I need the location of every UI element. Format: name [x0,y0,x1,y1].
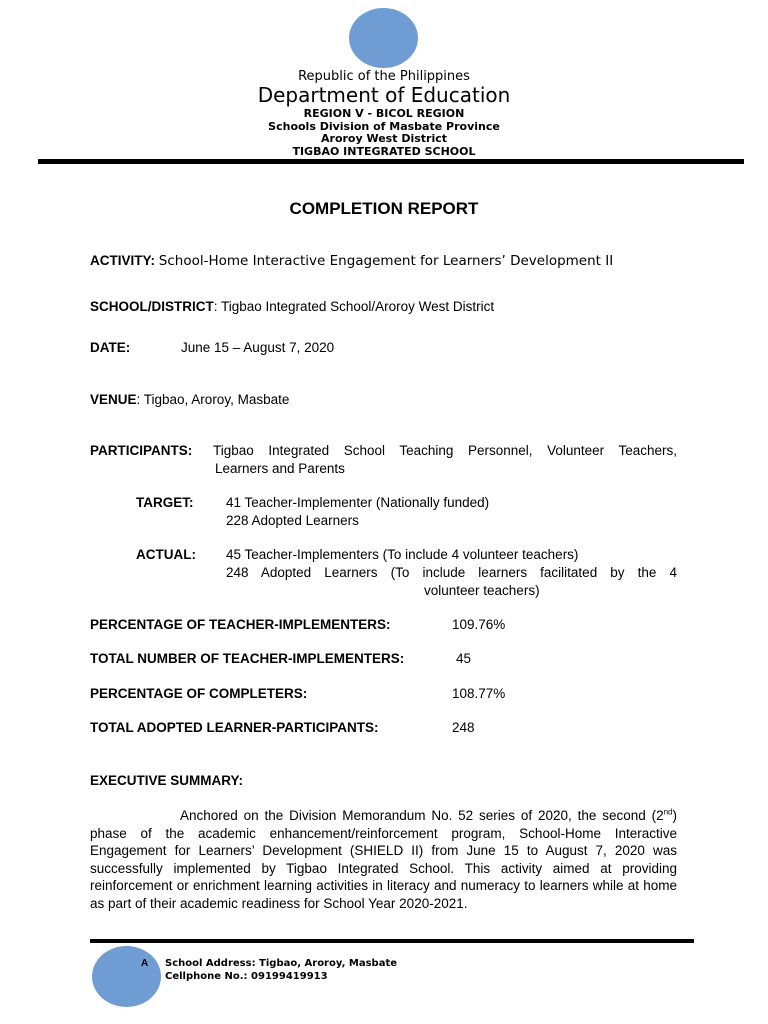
target-label: TARGET: [136,495,194,510]
header-divider [38,159,744,164]
venue-value: : Tigbao, Aroroy, Masbate [136,392,290,407]
stat-value-total-learners: 248 [452,720,475,735]
header-republic: Republic of the Philippines [298,69,470,84]
participants-label: PARTICIPANTS: [90,443,193,458]
school-label: SCHOOL/DISTRICT [90,299,214,314]
target-line1: 41 Teacher-Implementer (Nationally funded) [226,495,490,510]
actual-line3: volunteer teachers) [424,583,540,598]
header-region: REGION V - BICOL REGION [303,107,465,120]
executive-summary-heading: EXECUTIVE SUMMARY: [90,773,244,788]
header-division: Schools Division of Masbate Province [268,120,500,133]
header-district: Aroroy West District [321,132,447,145]
venue-label: VENUE [90,392,137,407]
stat-label-pct-implementers: PERCENTAGE OF TEACHER-IMPLEMENTERS: [90,617,391,632]
header-school: TIGBAO INTEGRATED SCHOOL [292,145,476,158]
school-value: : Tigbao Integrated School/Aroroy West District [213,299,495,314]
stat-label-total-learners: TOTAL ADOPTED LEARNER-PARTICIPANTS: [90,720,379,735]
activity-value: School-Home Interactive Engagement for Learners’ Development II [158,253,614,269]
footer-seal-letter: A [141,958,149,969]
executive-summary-superscript: nd [663,807,673,817]
date-value: June 15 – August 7, 2020 [181,340,335,355]
activity-row [90,253,613,269]
header-department: Department of Education [257,83,511,107]
stat-label-total-implementers: TOTAL NUMBER OF TEACHER-IMPLEMENTERS: [90,651,405,666]
stat-value-pct-implementers: 109.76% [452,617,506,632]
stat-label-pct-completers: PERCENTAGE OF COMPLETERS: [90,686,308,701]
footer-divider [90,939,694,943]
venue-row [90,392,289,407]
executive-summary-part1: Anchored on the Division Memorandum No. 52 series of 2020, the second (2 [180,808,664,823]
report-title: COMPLETION REPORT [289,199,479,218]
footer-phone: Cellphone No.: 09199419913 [165,971,328,982]
actual-line1: 45 Teacher-Implementers (To include 4 volunteer teachers) [226,547,579,562]
school-seal-top [349,8,418,68]
actual-label: ACTUAL: [136,547,196,562]
activity-label: ACTIVITY: [90,253,155,268]
footer-address: School Address: Tigbao, Aroroy, Masbate [165,958,398,969]
stat-value-pct-completers: 108.77% [452,686,506,701]
participants-line1: Tigbao Integrated School Teaching Personnel, Volunteer Teachers, [213,443,677,458]
school-seal-bottom [92,946,161,1007]
school-row [90,299,494,314]
executive-summary-part2: ) phase of the academic enhancement/reinforcement program, School-Home Interactive Engagement for Learners’ Development (SHIELD II) from June 15 to August 7, 2020 was successfully implemented by Tigbao Integrated School. This activity aimed at providing reinforcement or enrichment learning activities in literacy and numeracy to learners while at home as part of their academic readiness for School Year 2020-2021. [90,808,677,911]
participants-line2: Learners and Parents [215,461,345,476]
date-label: DATE: [90,340,131,355]
target-line2: 228 Adopted Learners [226,513,359,528]
executive-summary-paragraph [90,807,677,912]
actual-line2: 248 Adopted Learners (To include learners facilitated by the 4 [226,565,677,580]
stat-value-total-implementers: 45 [456,651,472,666]
